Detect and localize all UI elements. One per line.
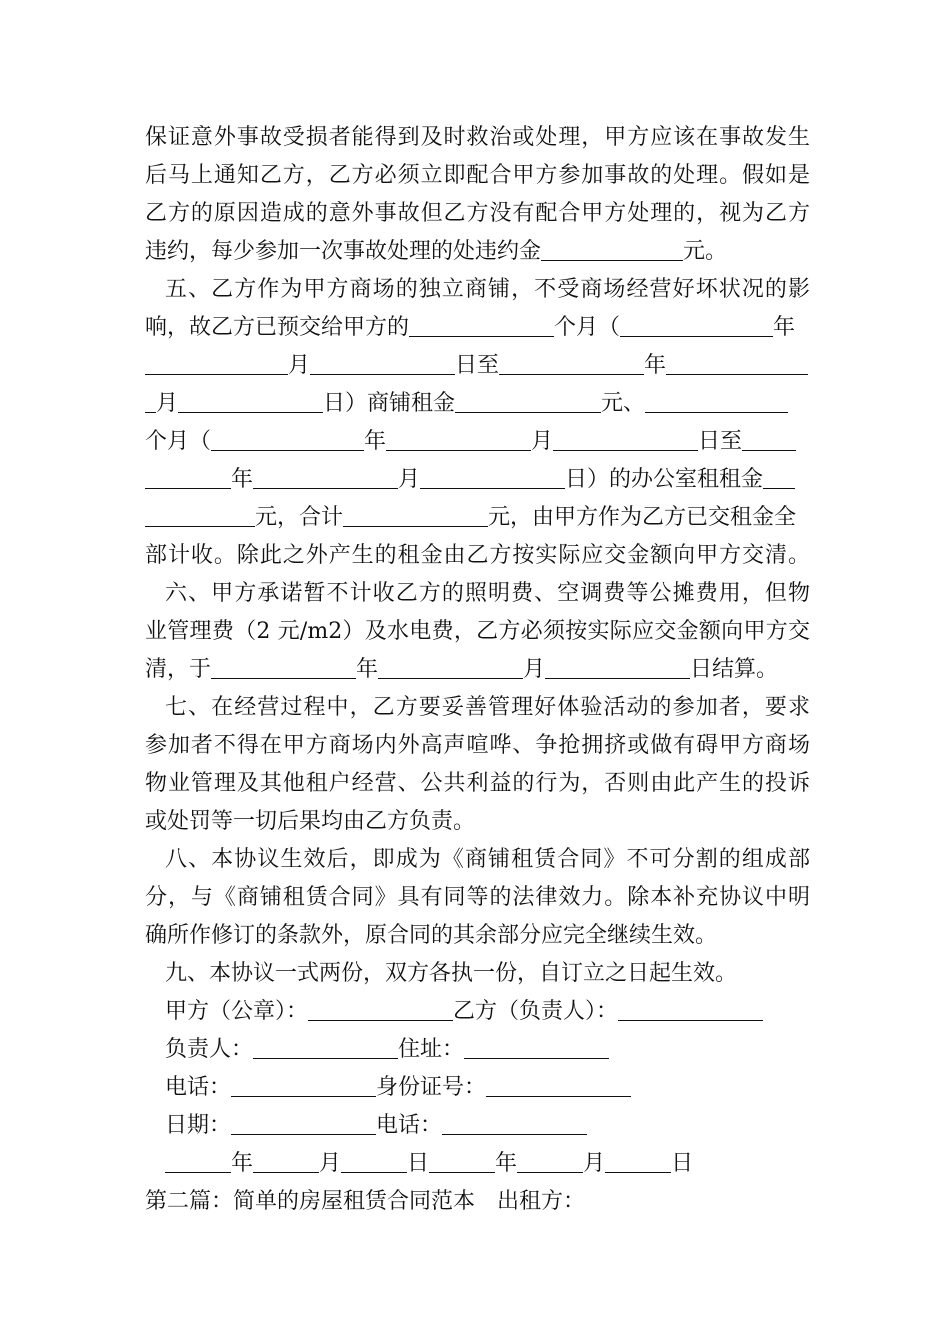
p7-line4: 或处罚等一切后果均由乙方负责。	[145, 809, 476, 834]
p5-line2	[145, 314, 810, 342]
party-a-label: 甲方（公章）：	[165, 999, 309, 1024]
party-a-seal-field[interactable]	[308, 1000, 453, 1021]
id-number-field[interactable]	[486, 1076, 631, 1097]
p6-line2: 业管理费（2 元/m2）及水电费，乙方必须按实际应交金额向甲方交	[145, 619, 810, 644]
start-day-blank[interactable]	[310, 354, 455, 375]
settle-month-blank[interactable]	[378, 658, 523, 679]
end-month-blank[interactable]	[145, 392, 156, 413]
address-field[interactable]	[464, 1038, 609, 1059]
p5-line1: 五、乙方作为甲方商场的独立商铺，不受商场经营好坏状况的影	[165, 277, 810, 302]
p5-months-open: 个月（	[145, 429, 212, 454]
p7-line3: 物业管理及其他租户经营、公共利益的行为，否则由此产生的投诉	[145, 771, 810, 796]
phone2-label: 电话：	[376, 1113, 443, 1138]
p7-line1: 七、在经营过程中，乙方要妥善管理好体验活动的参加者，要求	[165, 695, 810, 720]
sign-line-fulldate	[165, 1150, 810, 1178]
p4-line4	[145, 238, 810, 266]
sign-month-a-field[interactable]	[253, 1152, 319, 1173]
office-end-month-blank[interactable]	[253, 468, 398, 489]
p6-settle-text: 清，于	[145, 657, 212, 682]
p5-line6	[145, 466, 810, 494]
day-b-label: 日	[671, 1151, 694, 1176]
p5-total-label: 元，合计	[255, 505, 344, 530]
p4-yuan: 元。	[683, 239, 728, 264]
p6-month-label: 月	[523, 657, 546, 682]
date-field[interactable]	[231, 1114, 376, 1135]
p5-tail-text: 元，由甲方作为乙方已交租金全	[488, 505, 797, 530]
prepaid-months-blank[interactable]	[409, 316, 554, 337]
p6-line1: 六、甲方承诺暂不计收乙方的照明费、空调费等公摊费用，但物	[165, 581, 810, 606]
p4-line1: 保证意外事故受损者能得到及时救治或处理，甲方应该在事故发生	[145, 125, 810, 150]
phone2-field[interactable]	[442, 1114, 587, 1135]
sign-day-b-field[interactable]	[605, 1152, 671, 1173]
start-month-blank[interactable]	[145, 354, 288, 375]
sign-line-date	[165, 1112, 810, 1140]
p5-year-label-2: 年	[644, 353, 667, 378]
p5-line5	[145, 428, 810, 456]
p5-months-text: 个月（	[554, 315, 621, 340]
p5-year-label: 年	[773, 315, 796, 340]
sign-day-a-field[interactable]	[341, 1152, 407, 1173]
p4-penalty-text: 违约，每少参加一次事故处理的处违约金	[145, 239, 542, 264]
start-year-blank[interactable]	[620, 316, 773, 337]
sign-month-b-field[interactable]	[517, 1152, 583, 1173]
p5-month-label-4: 月	[398, 467, 421, 492]
office-end-year-blank-part[interactable]	[742, 430, 796, 451]
office-end-year-blank[interactable]	[145, 468, 231, 489]
id-number-label: 身份证号：	[376, 1075, 487, 1100]
party-b-label: 乙方（负责人）：	[453, 999, 619, 1024]
office-start-month-blank[interactable]	[386, 430, 531, 451]
phone-label: 电话：	[165, 1075, 232, 1100]
sign-year-b-field[interactable]	[429, 1152, 495, 1173]
p8-line3: 确所作修订的条款外，原合同的其余部分应完全继续生效。	[145, 923, 718, 948]
p4-line3: 乙方的原因造成的意外事故但乙方没有配合甲方处理的，视为乙方	[145, 201, 810, 226]
p6-line3	[145, 656, 810, 684]
settle-day-blank[interactable]	[545, 658, 690, 679]
p9-line: 九、本协议一式两份，双方各执一份，自订立之日起生效。	[165, 961, 738, 986]
day-a-label: 日	[407, 1151, 430, 1176]
p5-month-label: 月	[288, 353, 311, 378]
p5-prepaid-text: 响，故乙方已预交给甲方的	[145, 315, 410, 340]
office-rent-amount-blank-part[interactable]	[763, 468, 795, 489]
p5-dayto-label-2: 日至	[698, 429, 743, 454]
date-label: 日期：	[165, 1113, 232, 1138]
p5-month-label-3: 月	[531, 429, 554, 454]
p7-line2: 参加者不得在甲方商场内外高声喧哗、争抢拥挤或做有碍甲方商场	[145, 733, 810, 758]
p5-dayclose-label-2: 日）	[565, 467, 610, 492]
p5-dayto-label: 日至	[455, 353, 500, 378]
p5-yuan-comma: 元、	[601, 391, 646, 416]
office-months-blank-part[interactable]	[645, 392, 788, 413]
p8-line2: 分，与《商铺租赁合同》具有同等的法律效力。除本补充协议中明	[145, 885, 810, 910]
next-section-title: 第二篇：简单的房屋租赁合同范本	[145, 1189, 476, 1214]
end-year-blank[interactable]	[499, 354, 644, 375]
p4-line2: 后马上通知乙方，乙方必须立即配合甲方参加事故的处理。假如是	[145, 163, 810, 188]
party-b-name-field[interactable]	[618, 1000, 763, 1021]
office-start-year-blank[interactable]	[211, 430, 364, 451]
p5-office-rent-label: 的办公室租租金	[609, 467, 764, 492]
penalty-amount-blank[interactable]	[541, 240, 683, 261]
total-amount-blank[interactable]	[343, 506, 488, 527]
sign-line-parties	[165, 998, 810, 1026]
p5-shop-rent-label: 商铺租金	[367, 391, 456, 416]
p5-year-label-4: 年	[231, 467, 254, 492]
sign-line-responsible	[165, 1036, 810, 1064]
office-end-day-blank[interactable]	[420, 468, 565, 489]
p5-year-label-3: 年	[364, 429, 387, 454]
end-month-blank-part[interactable]	[666, 354, 808, 375]
office-start-day-blank[interactable]	[553, 430, 698, 451]
sign-line-phone	[165, 1074, 810, 1102]
phone-field[interactable]	[231, 1076, 376, 1097]
lessor-label: 出租方：	[497, 1189, 586, 1214]
p5-line3	[145, 352, 810, 380]
p5-month-label-2: 月	[156, 391, 179, 416]
address-label: 住址：	[398, 1037, 465, 1062]
year-a-label: 年	[231, 1151, 254, 1176]
responsible-field[interactable]	[253, 1038, 398, 1059]
shop-rent-amount-blank[interactable]	[455, 392, 601, 413]
p5-line4	[145, 390, 810, 418]
office-rent-amount-blank[interactable]	[145, 506, 255, 527]
settle-year-blank[interactable]	[211, 658, 356, 679]
p8-line1: 八、本协议生效后，即成为《商铺租赁合同》不可分割的组成部	[165, 847, 810, 872]
month-b-label: 月	[583, 1151, 606, 1176]
end-day-blank[interactable]	[178, 392, 323, 413]
p6-year-label: 年	[356, 657, 379, 682]
next-section-line	[145, 1188, 810, 1216]
p5-dayclose-label: 日）	[323, 391, 368, 416]
month-a-label: 月	[319, 1151, 342, 1176]
year-b-label: 年	[495, 1151, 518, 1176]
p6-day-label: 日结算。	[690, 657, 779, 682]
p5-line8: 部计收。除此之外产生的租金由乙方按实际应交金额向甲方交清。	[145, 543, 810, 568]
p5-line7	[145, 504, 810, 532]
sign-year-a-field[interactable]	[165, 1152, 231, 1173]
responsible-label: 负责人：	[165, 1037, 254, 1062]
